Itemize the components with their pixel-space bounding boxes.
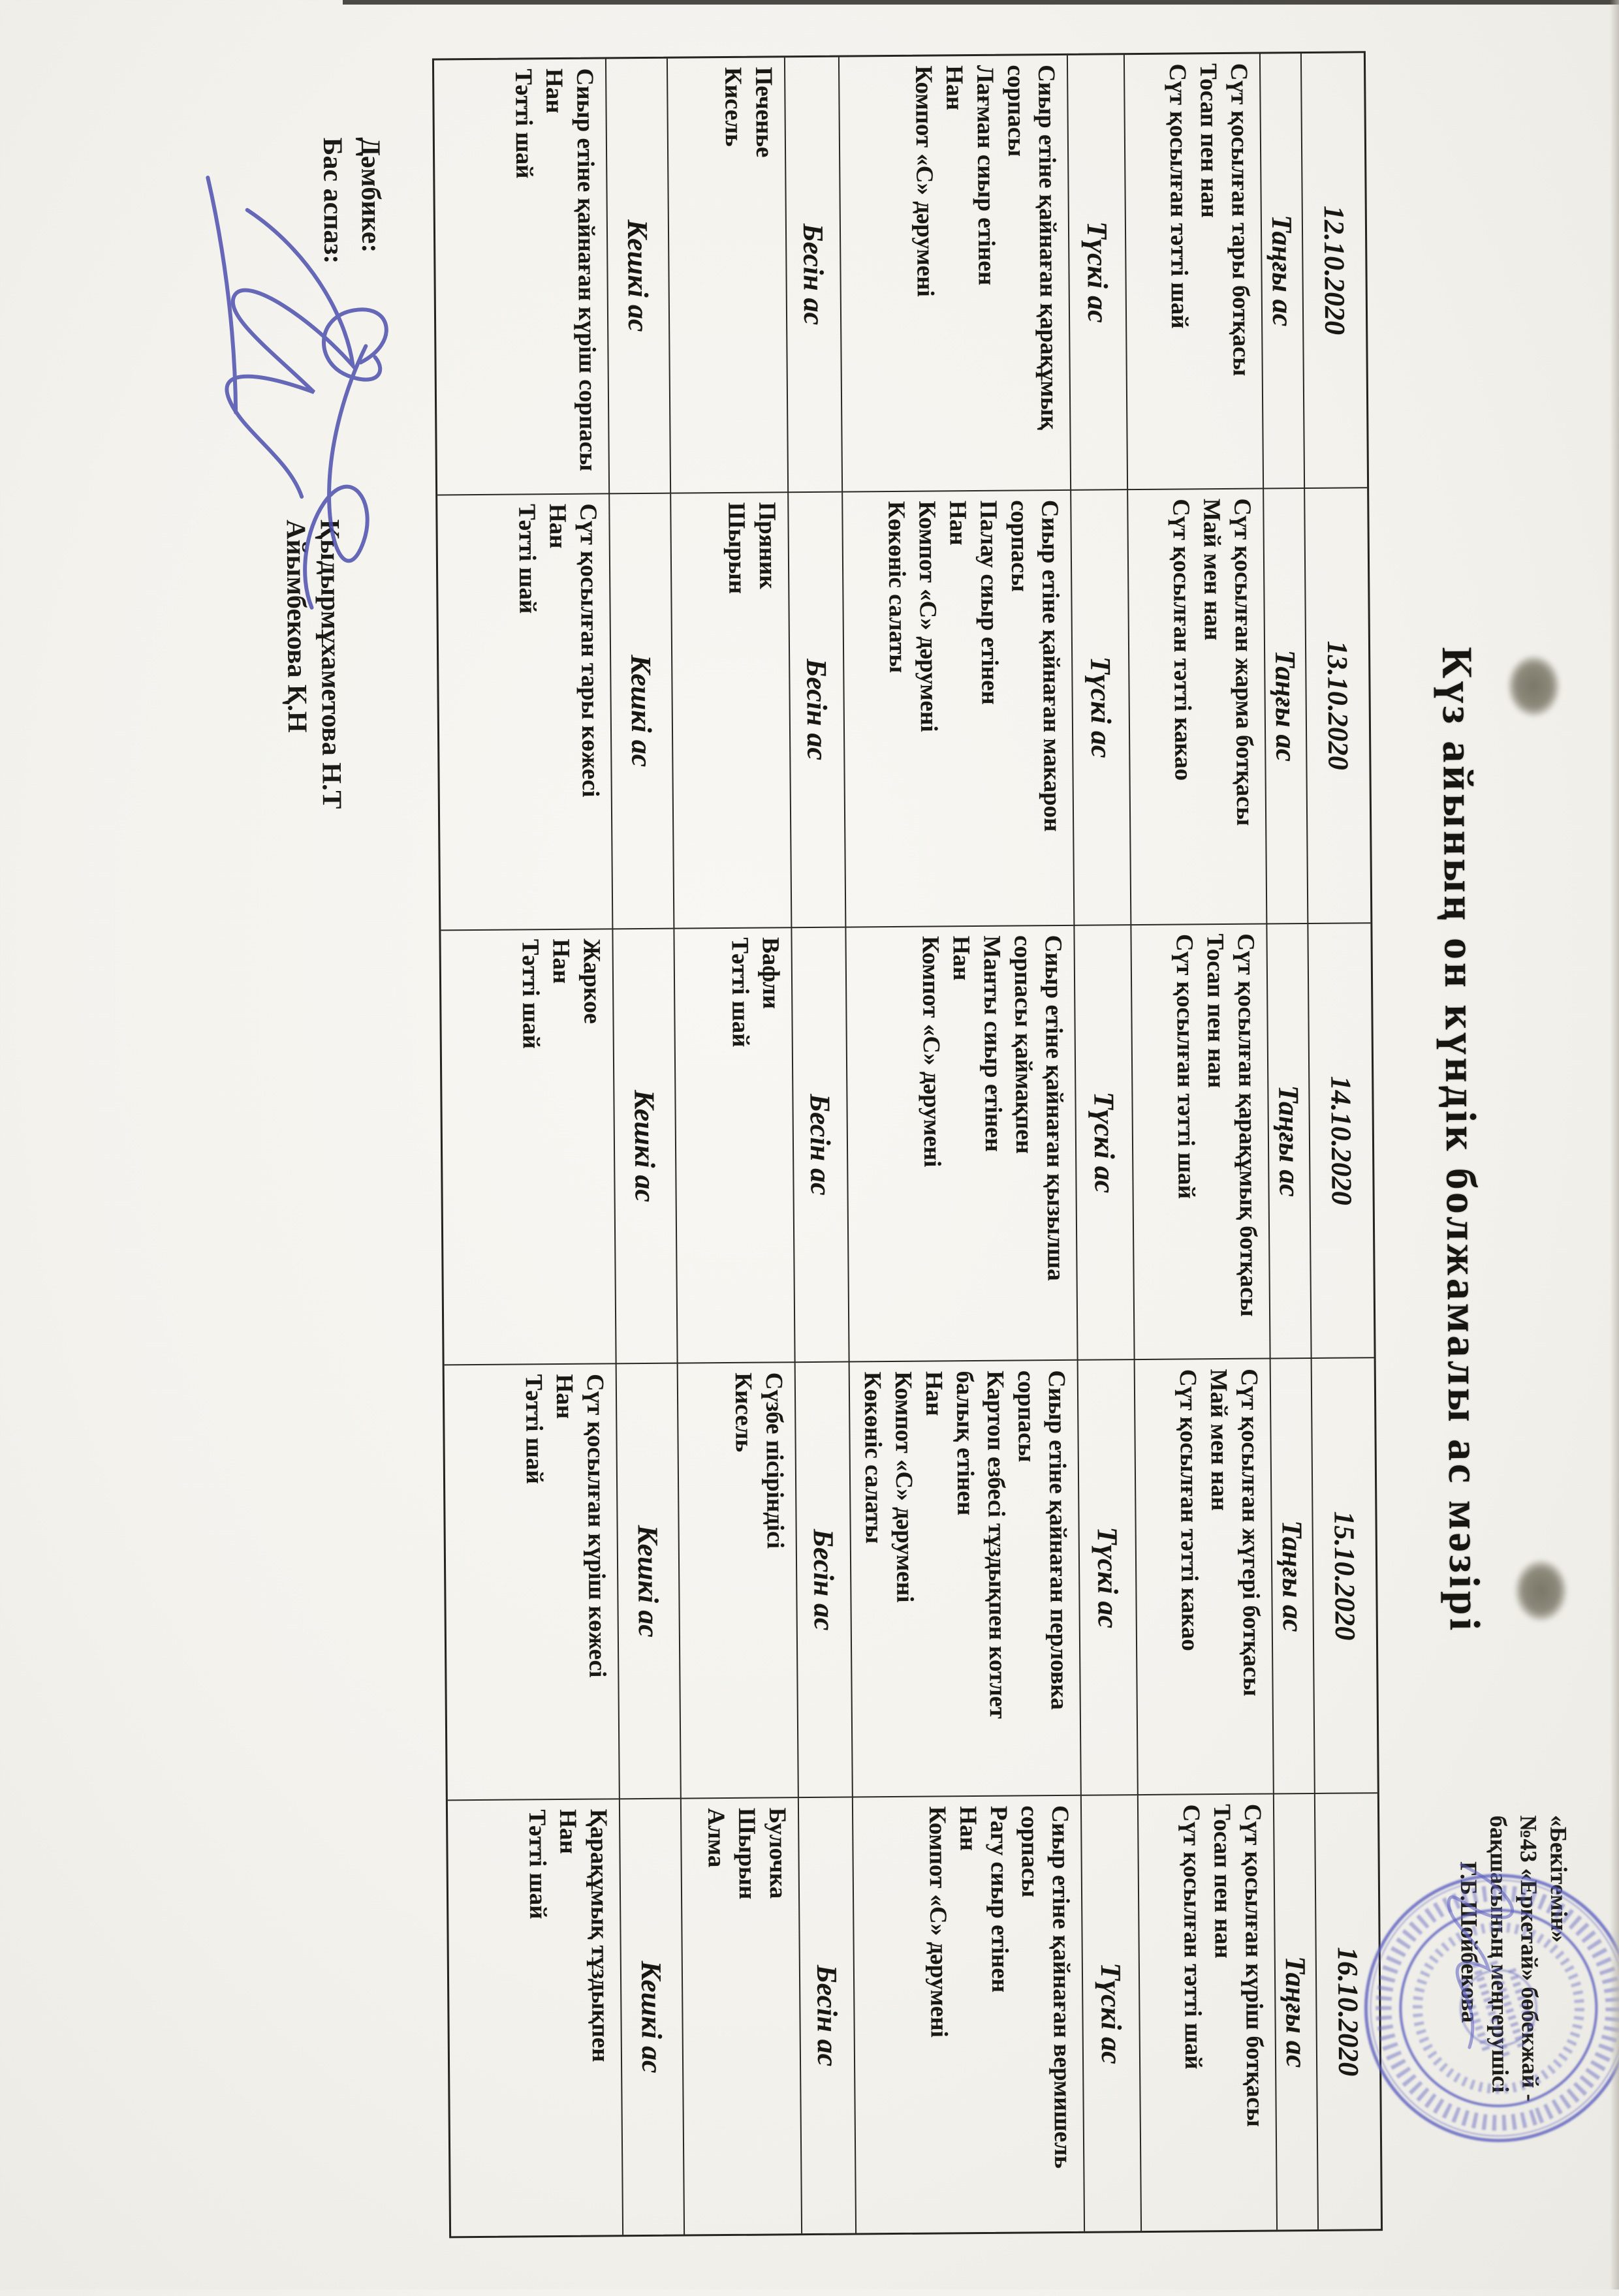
menu-item: Кисель bbox=[729, 1373, 757, 1453]
menu-item: Тосап пен нан bbox=[1208, 1804, 1236, 1959]
menu-item: Сиыр етіне қайнаған қызылша сорпасы қаймақпен bbox=[1009, 935, 1069, 1281]
menu-item: Тосап пен нан bbox=[1195, 63, 1223, 218]
menu-item: Компот «С» дәрумені bbox=[913, 501, 943, 732]
menu-item: Сүт қосылған тәтті шай bbox=[1164, 63, 1193, 329]
menu-item: Тәтті шай bbox=[520, 1374, 548, 1484]
menu-item: Сүт қосылған тәтті какао bbox=[1167, 499, 1197, 781]
menu-item: Сиыр етіне қайнаған макарон сорпасы bbox=[1005, 499, 1066, 832]
meal-label-snack: Бесін ас bbox=[794, 1363, 852, 1798]
punch-hole bbox=[1508, 656, 1560, 717]
menu-item: Көкөніс салаты bbox=[883, 501, 911, 674]
menu-item: Тәтті шай bbox=[513, 504, 541, 614]
menu-cell-breakfast bbox=[1127, 489, 1266, 925]
menu-item: Печенье bbox=[750, 67, 778, 158]
approval-signatory-name: Г.Б.Шойбекова bbox=[1455, 1861, 1483, 2023]
menu-item: Нан bbox=[944, 500, 971, 546]
footer-staff-name: Қыдырмұхаметова Н.Т bbox=[314, 519, 347, 809]
meal-label-lunch: Түскі ас bbox=[1067, 55, 1127, 490]
meal-label-dinner: Кешкі ас bbox=[616, 1364, 680, 1800]
approval-line: «Бекітемін» bbox=[1545, 1814, 1573, 1943]
menu-item: Кисель bbox=[719, 67, 747, 147]
menu-item: Тәтті шай bbox=[510, 69, 538, 179]
meal-label-snack: Бесін ас bbox=[798, 1798, 855, 2233]
menu-item: Рагу сиыр етінен bbox=[984, 1805, 1014, 1993]
meal-label-dinner: Кешкі ас bbox=[608, 493, 673, 929]
menu-item: Сүт қосылған тәтті шай bbox=[1177, 1804, 1207, 2070]
date-cell: 13.10.2020 bbox=[1304, 488, 1370, 924]
menu-item: Сүт қосылған жарма ботқасы bbox=[1229, 498, 1259, 826]
meal-label-breakfast: Таңғы ас bbox=[1266, 924, 1310, 1359]
menu-item: Сүт қосылған тары көжесі bbox=[574, 503, 604, 798]
menu-item: Нан bbox=[547, 939, 575, 984]
handwritten-signature bbox=[181, 149, 447, 621]
menu-cell-breakfast bbox=[1130, 924, 1269, 1360]
menu-item: Нан bbox=[550, 1374, 578, 1419]
menu-item: Палау сиыр етінен bbox=[975, 500, 1003, 705]
approval-line: бақшасының меңгерушісі bbox=[1485, 1815, 1514, 2093]
menu-cell-lunch bbox=[852, 1796, 1084, 2233]
meal-label-dinner: Кешкі ас bbox=[619, 1799, 684, 2235]
menu-item: Қарақұмық тұздықпен bbox=[584, 1808, 614, 2062]
menu-item: Тәтті шай bbox=[516, 939, 544, 1049]
meal-label-breakfast: Таңғы ас bbox=[1263, 489, 1307, 924]
meal-label-lunch: Түскі ас bbox=[1080, 1795, 1140, 2231]
menu-item: Нан bbox=[941, 65, 968, 110]
meal-label-lunch: Түскі ас bbox=[1073, 925, 1133, 1361]
menu-cell-breakfast bbox=[1124, 54, 1263, 490]
menu-item: Нан bbox=[541, 68, 568, 114]
menu-item: Лағман сиыр етінен bbox=[971, 65, 1000, 286]
menu-cell-snack bbox=[677, 1363, 798, 1799]
menu-cell-lunch bbox=[841, 491, 1073, 928]
menu-cell-dinner bbox=[448, 1800, 622, 2237]
menu-item: Сүт қосылған қарақұмық ботқасы bbox=[1232, 933, 1263, 1317]
menu-cell-lunch bbox=[845, 925, 1077, 1363]
menu-item: Нан bbox=[947, 935, 975, 981]
date-cell: 12.10.2020 bbox=[1300, 53, 1367, 489]
approval-line: №43 «Еркетай» бөбекжай - bbox=[1515, 1815, 1544, 2102]
punch-hole bbox=[1515, 1560, 1567, 1621]
meal-label-snack: Бесін ас bbox=[791, 927, 848, 1363]
menu-item: Компот «С» дәрумені bbox=[910, 65, 939, 297]
menu-item: Сүт қосылған күріш көжесі bbox=[581, 1373, 611, 1678]
menu-item: Тәтті шай bbox=[523, 1809, 552, 1919]
menu-item: Сүт қосылған тәтті какао bbox=[1174, 1369, 1204, 1651]
page-title: Күз айының он күндік болжамалы ас мәзірі bbox=[1433, 647, 1488, 1634]
menu-item: Сиыр етіне қайнаған қарақұмық сорпасы bbox=[1002, 64, 1063, 430]
meal-label-dinner: Кешкі ас bbox=[612, 929, 676, 1365]
menu-item: Вафли bbox=[757, 937, 785, 1010]
date-cell: 16.10.2020 bbox=[1314, 1793, 1381, 2229]
menu-item: Шырын bbox=[723, 502, 751, 595]
menu-item: Көкөніс салаты bbox=[858, 1371, 887, 1544]
menu-table bbox=[432, 51, 1383, 2238]
menu-item: Нан bbox=[920, 1371, 948, 1416]
menu-cell-dinner bbox=[441, 929, 615, 1366]
menu-item: Компот «С» дәрумені bbox=[923, 1806, 952, 2038]
menu-item: Шырын bbox=[732, 1807, 761, 1900]
menu-item: Сүзбе пісіріндісі bbox=[760, 1372, 789, 1549]
menu-item: Манты сиыр етінен bbox=[978, 935, 1007, 1152]
menu-item: Сүт қосылған күріш ботқасы bbox=[1238, 1803, 1268, 2127]
menu-item: Сүт қосылған жүгері ботқасы bbox=[1235, 1368, 1265, 1697]
menu-item: Сиыр етіне қайнаған күріш сорпасы bbox=[571, 68, 601, 472]
footer-role-label: Дәмбике: bbox=[354, 137, 386, 253]
scan-edge-artifact bbox=[1610, 0, 1619, 2289]
meal-label-snack: Бесін ас bbox=[784, 57, 841, 493]
meal-label-breakfast: Таңғы ас bbox=[1273, 1794, 1317, 2229]
menu-item: Тосап пен нан bbox=[1201, 933, 1230, 1089]
menu-item: Май мен нан bbox=[1204, 1369, 1233, 1511]
menu-item: Сүт қосылған тары ботқасы bbox=[1225, 63, 1255, 377]
scan-edge-artifact bbox=[343, 0, 1619, 5]
menu-item: Сиыр етіне қайнаған вермишель сорпасы bbox=[1015, 1805, 1077, 2169]
meal-label-dinner: Кешкі ас bbox=[605, 59, 670, 495]
menu-item: Май мен нан bbox=[1198, 498, 1226, 641]
menu-cell-snack bbox=[680, 1798, 801, 2234]
meal-label-lunch: Түскі ас bbox=[1077, 1361, 1137, 1796]
menu-cell-breakfast bbox=[1134, 1359, 1273, 1795]
menu-cell-dinner bbox=[445, 1365, 619, 1801]
menu-item: Сиыр етіне қайнаған перловка сорпасы bbox=[1012, 1370, 1073, 1710]
menu-item: Пряник bbox=[753, 502, 781, 589]
menu-item: Тәтті шай bbox=[726, 937, 754, 1047]
menu-item: Компот «С» дәрумені bbox=[917, 935, 946, 1168]
footer-staff-name: Айымбекова Қ.Н bbox=[280, 519, 313, 733]
menu-item: Жаркое bbox=[578, 939, 606, 1024]
menu-cell-dinner bbox=[437, 494, 612, 931]
menu-cell-snack bbox=[667, 57, 787, 493]
menu-cell-breakfast bbox=[1137, 1795, 1276, 2231]
date-cell: 14.10.2020 bbox=[1307, 923, 1374, 1359]
menu-item: Нан bbox=[554, 1808, 582, 1854]
menu-cell-lunch bbox=[838, 55, 1070, 493]
date-cell: 15.10.2020 bbox=[1311, 1359, 1377, 1795]
menu-cell-snack bbox=[670, 493, 791, 929]
menu-cell-snack bbox=[673, 928, 794, 1364]
menu-item: Картоп езбесі тұздықпен котлет балық етінен bbox=[951, 1371, 1011, 1719]
meal-label-breakfast: Таңғы ас bbox=[1270, 1359, 1314, 1794]
menu-item: Алма bbox=[702, 1808, 730, 1868]
menu-cell-lunch bbox=[849, 1361, 1080, 1798]
meal-label-breakfast: Таңғы ас bbox=[1259, 54, 1304, 489]
menu-item: Нан bbox=[954, 1806, 982, 1852]
meal-label-snack: Бесін ас bbox=[787, 492, 845, 927]
meal-label-lunch: Түскі ас bbox=[1070, 490, 1130, 925]
menu-item: Булочка bbox=[763, 1807, 792, 1899]
menu-item: Компот «С» дәрумені bbox=[889, 1371, 919, 1603]
footer-role-label: Бас аспаз: bbox=[317, 137, 349, 264]
menu-item: Сүт қосылған тәтті шай bbox=[1171, 933, 1200, 1200]
menu-item: Нан bbox=[544, 503, 571, 549]
menu-cell-dinner bbox=[434, 59, 608, 495]
